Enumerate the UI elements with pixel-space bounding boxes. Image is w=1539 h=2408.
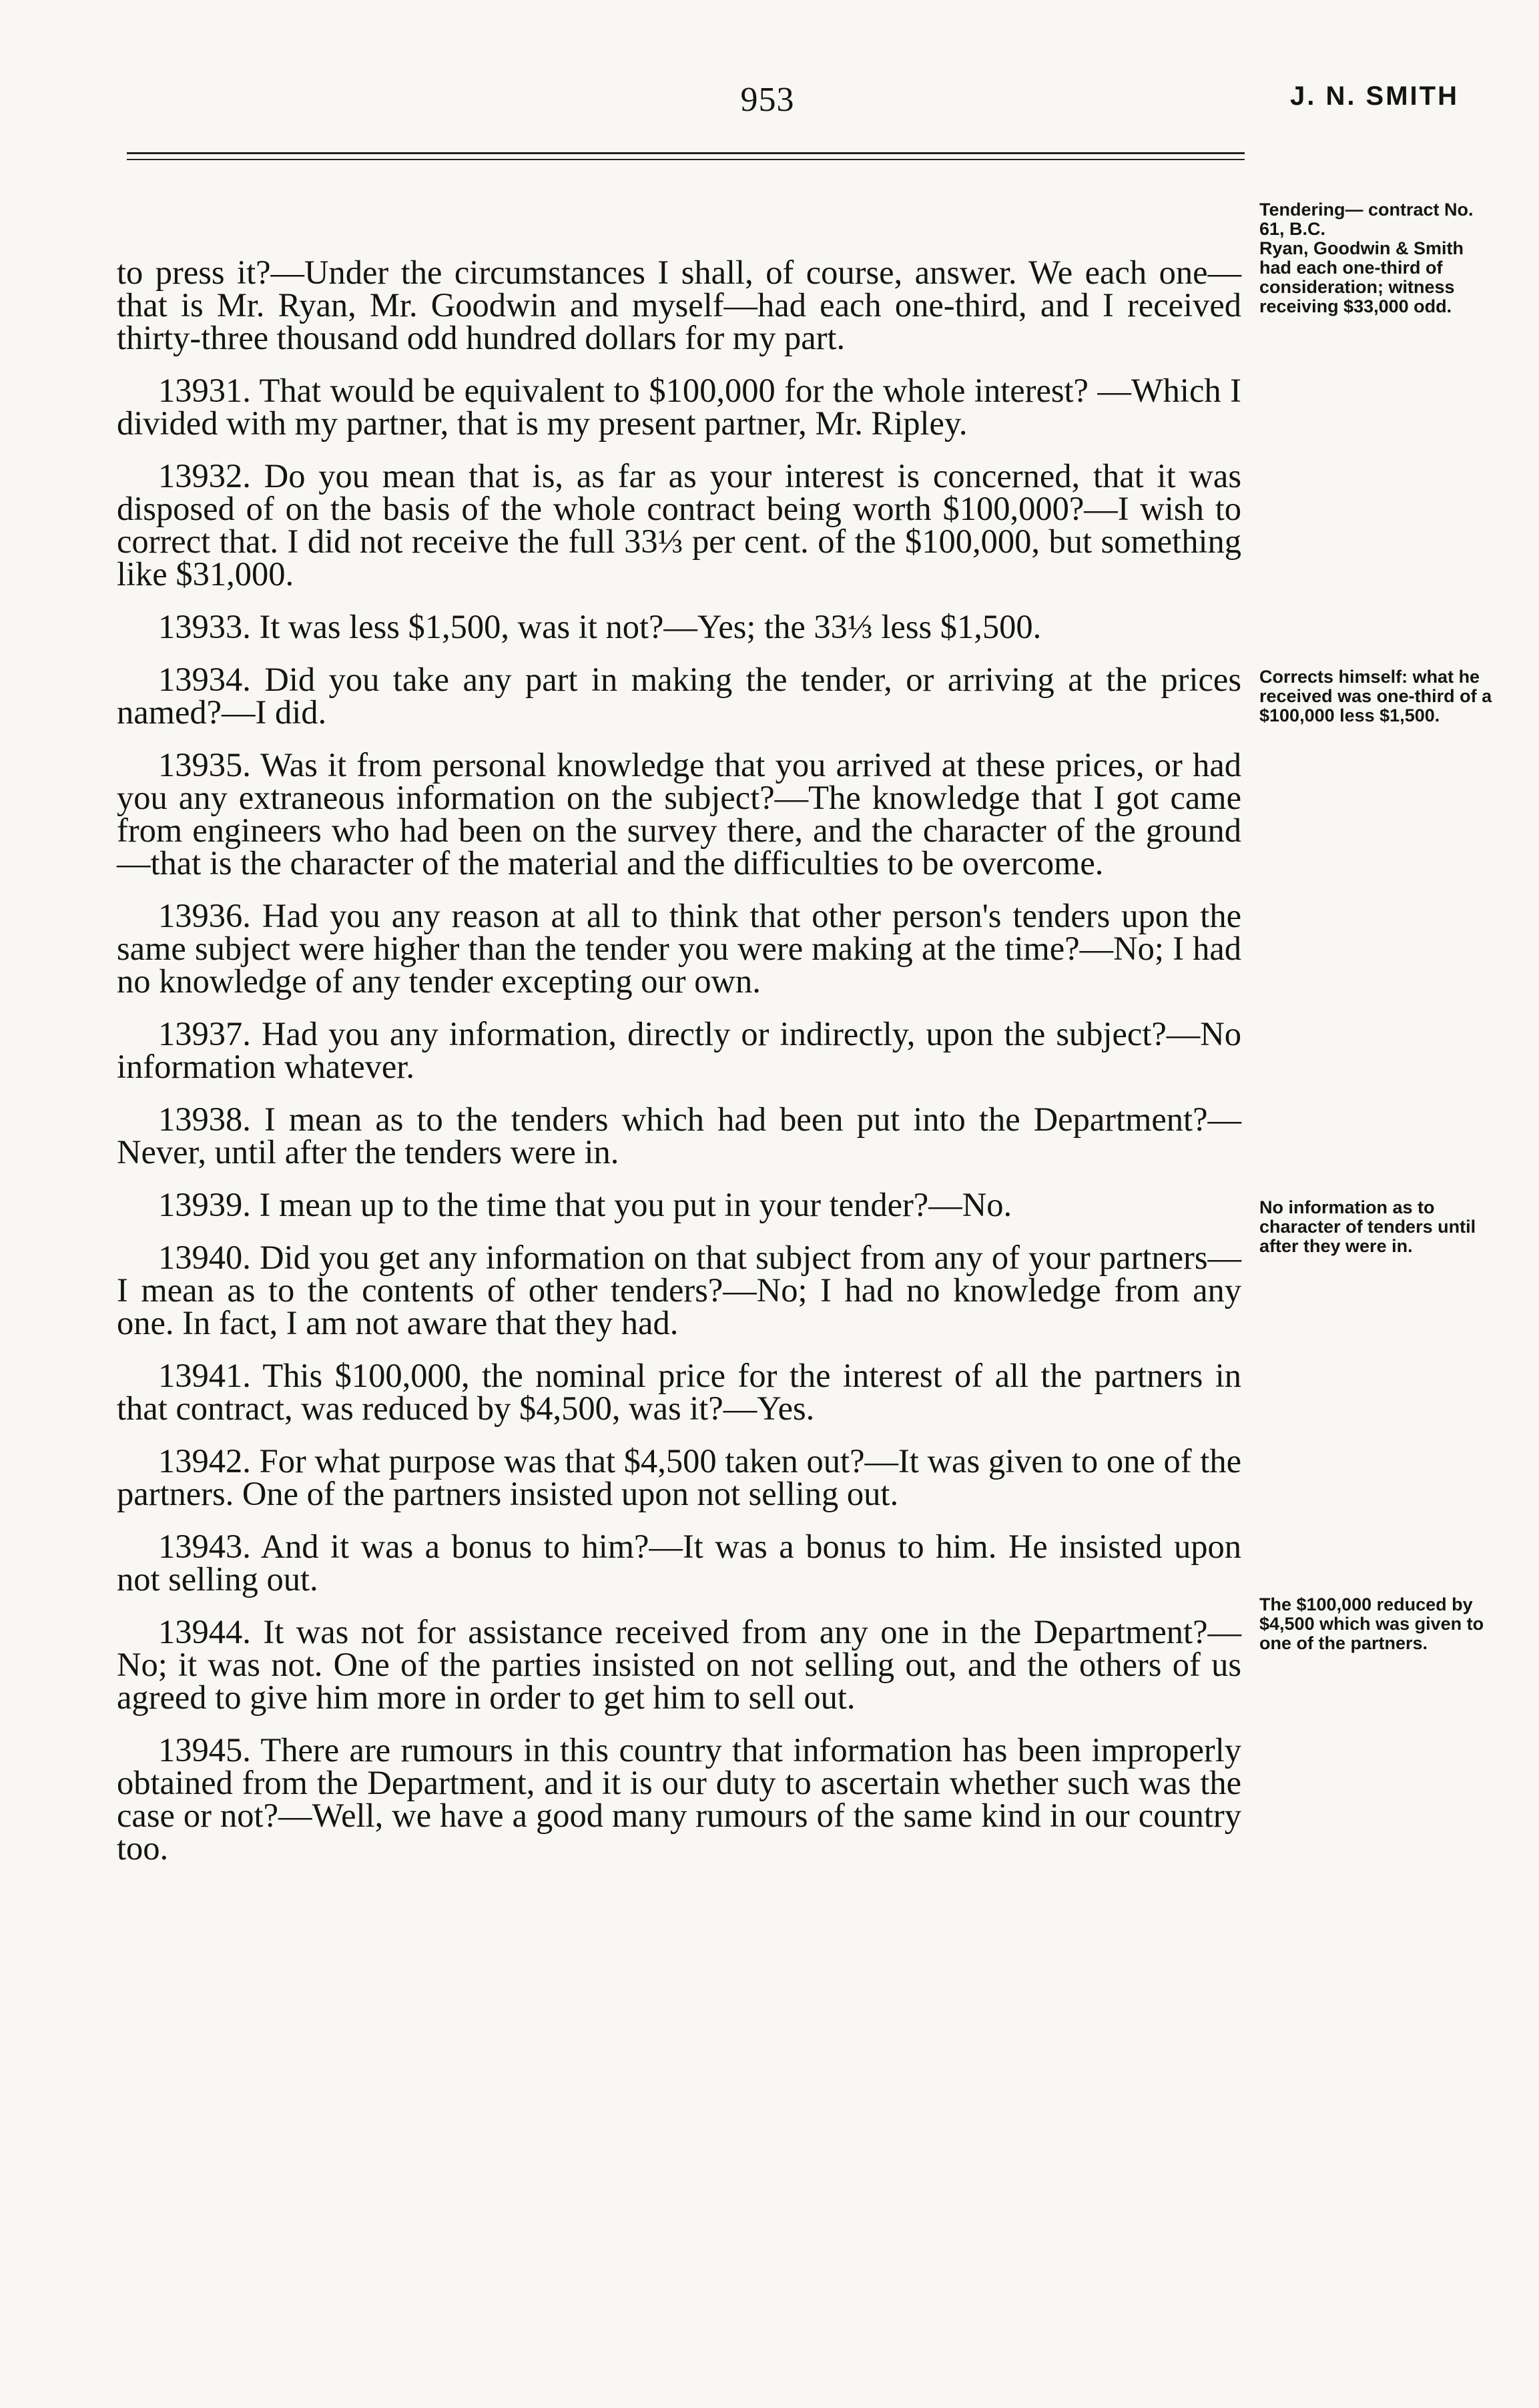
paragraph-13932: 13932. Do you mean that is, as far as your interest is concerned, that it was disposed of on the basis of the whole contract being worth $100,000?—I wish to correct that. I did not receive the full 33⅓ per cent. of the $100,000, but something like $31,000. xyxy=(117,457,1241,593)
paragraph-13943: 13943. And it was a bonus to him?—It was a bonus to him. He insisted upon not selling out. xyxy=(117,1528,1241,1598)
header-rule-bottom xyxy=(127,159,1245,160)
paragraph-13941: 13941. This $100,000, the nominal price for the interest of all the partners in that contract, was reduced by $4,500, was it?—Yes. xyxy=(117,1357,1241,1427)
body-text xyxy=(117,256,1241,1885)
sidenote-text: No information as to character of tenders until after they were in. xyxy=(1259,1197,1476,1256)
sidenote-contract-shares xyxy=(1259,200,1493,316)
paragraph-13942: 13942. For what purpose was that $4,500 taken out?—It was given to one of the partners. One of the partners insisted upon not selling out. xyxy=(117,1442,1241,1512)
paragraph-13933: 13933. It was less $1,500, was it not?—Yes; the 33⅓ less $1,500. xyxy=(158,608,1042,645)
paragraph-13936: 13936. Had you any reason at all to think that other person's tenders upon the same subject were higher than the tender you were making at the time?—No; I had no knowledge of any tender excepting our own. xyxy=(117,897,1241,1000)
sidenote-text: The $100,000 reduced by $4,500 which was given to one of the partners. xyxy=(1259,1594,1484,1653)
sidenote-text: Ryan, Goodwin & Smith had each one-third of consideration; witness receiving $33,000 odd. xyxy=(1259,238,1464,316)
paragraph-13937: 13937. Had you any information, directly or indirectly, upon the subject?—No information whatever. xyxy=(117,1015,1241,1085)
sidenote-heading: Tendering— contract No. 61, B.C. xyxy=(1259,200,1474,239)
paragraph-13939: 13939. I mean up to the time that you put in your tender?—No. xyxy=(158,1186,1012,1223)
paragraph-13934: 13934. Did you take any part in making the tender, or arriving at the prices named?—I did. xyxy=(117,661,1241,731)
sidenote-correction xyxy=(1259,667,1493,725)
running-head: J. N. SMITH xyxy=(1289,81,1459,111)
paragraph-13935: 13935. Was it from personal knowledge that you arrived at these prices, or had you any extraneous information on the subject?—The knowledge that I got came from engineers who had been on the survey there, and the character of the ground—that is the character of the material and the difficulties to be overcome. xyxy=(117,746,1241,882)
header-rule-top xyxy=(127,152,1245,154)
paragraph-13940: 13940. Did you get any information on that subject from any of your partners—I mean as to the contents of other tenders?—No; I had no knowledge from any one. In fact, I am not aware that they had. xyxy=(117,1239,1241,1341)
paragraph-continuation: to press it?—Under the circumstances I shall, of course, answer. We each one—that is Mr. Ryan, Mr. Goodwin and myself—had each one-third, and I received thirty-three thousand odd hundred dollars for my part. xyxy=(117,254,1241,356)
sidenote-bonus xyxy=(1259,1595,1493,1653)
paragraph-13931: 13931. That would be equivalent to $100,000 for the whole interest? —Which I divided with my partner, that is my present partner, Mr. Ripley. xyxy=(117,372,1241,442)
paragraph-13944: 13944. It was not for assistance received from any one in the Department?—No; it was not. One of the parties insisted on not selling out, and the others of us agreed to give him more in order to get him to sell out. xyxy=(117,1613,1241,1716)
paragraph-13945: 13945. There are rumours in this country that information has been improperly obtained from the Department, and it is our duty to ascertain whether such was the case or not?—Well, we have a good many rumours of the same kind in our country too. xyxy=(117,1731,1241,1867)
paragraph-13938: 13938. I mean as to the tenders which had been put into the Department?—Never, until after the tenders were in. xyxy=(117,1101,1241,1171)
sidenote-no-information xyxy=(1259,1198,1493,1256)
page-number: 953 xyxy=(740,81,795,119)
sidenote-text: Corrects himself: what he received was one-third of a $100,000 less $1,500. xyxy=(1259,667,1492,725)
